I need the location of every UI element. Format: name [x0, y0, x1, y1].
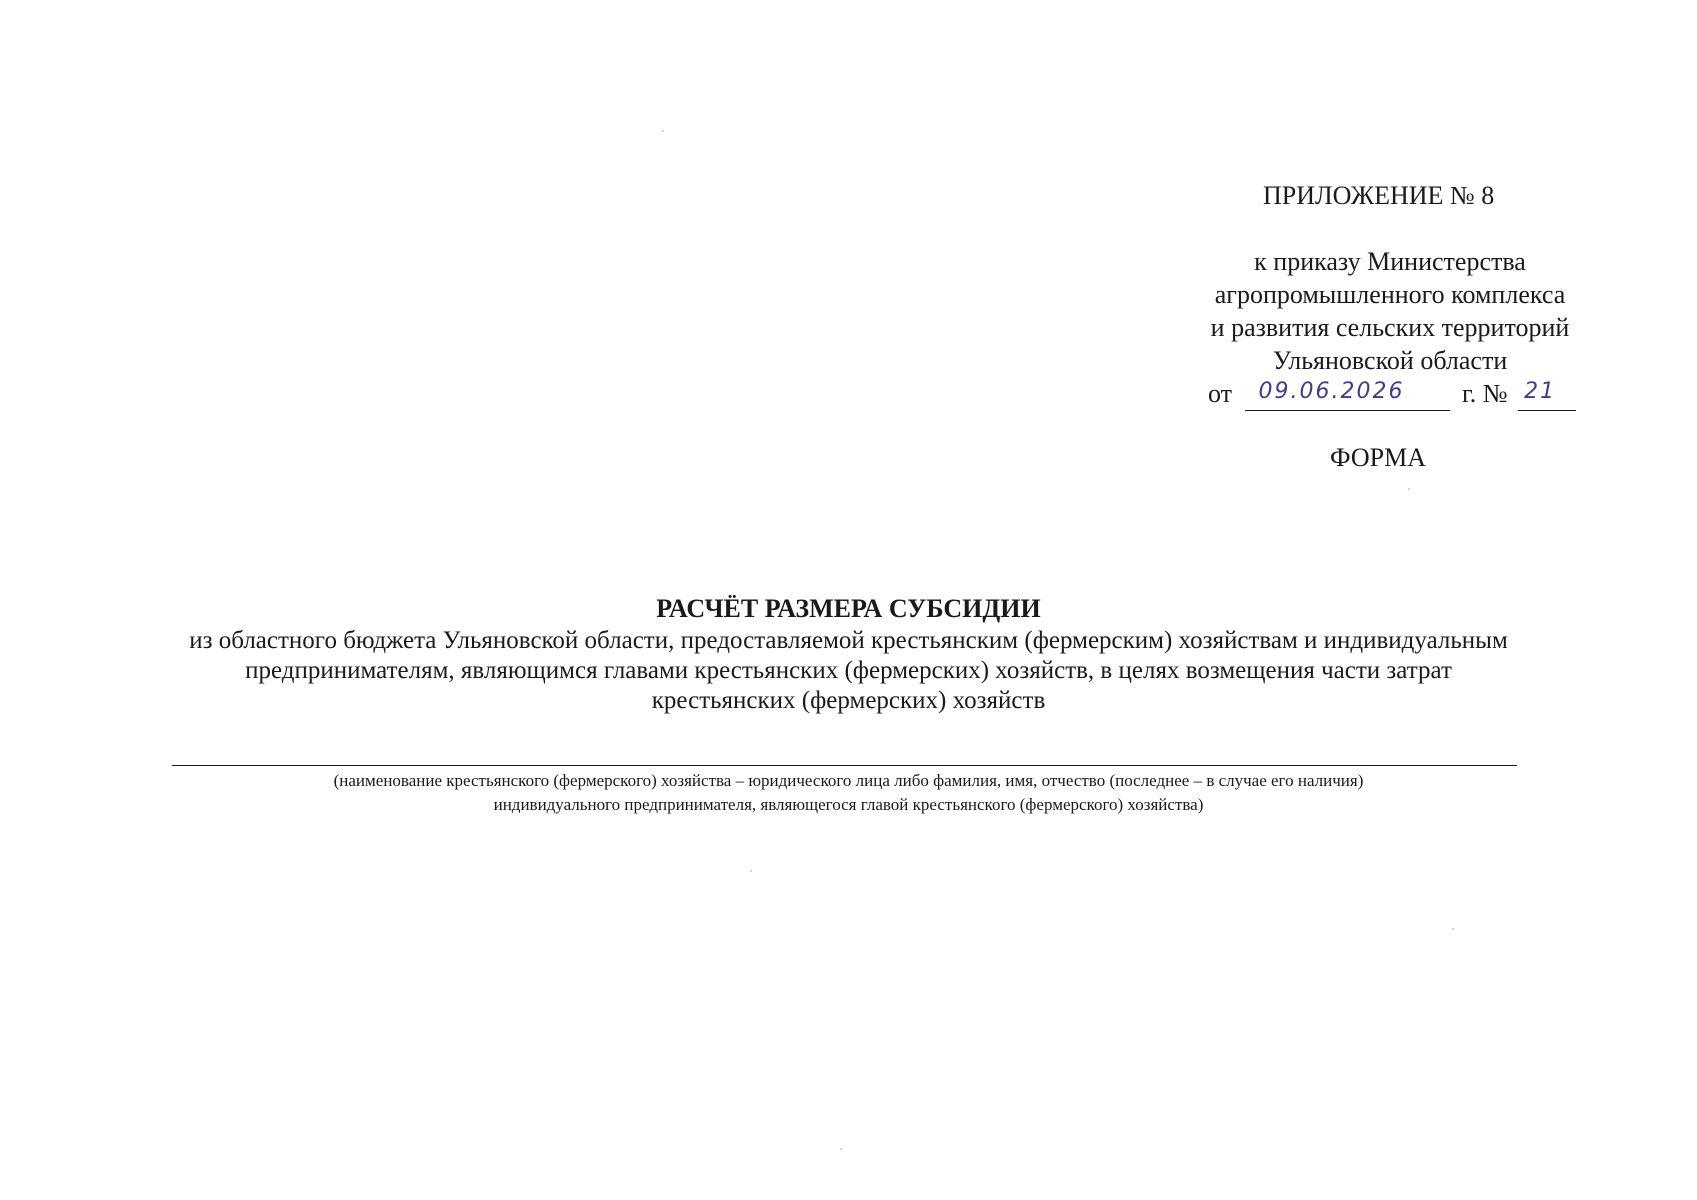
caption-line: индивидуального предпринимателя, являющегося главой крестьянского (фермерского) хозяйства) — [493, 795, 1204, 814]
date-prefix: от — [1208, 379, 1233, 408]
handwritten-date: 09.06.2026 — [1258, 379, 1405, 404]
order-line: агропромышленного комплекса — [1214, 280, 1566, 309]
order-line: к приказу Министерства — [1254, 247, 1526, 276]
order-line: и развития сельских территорий — [1210, 313, 1570, 342]
handwritten-number: 21 — [1524, 379, 1557, 404]
order-line: Ульяновской области — [1272, 346, 1508, 375]
scan-speck — [1408, 488, 1410, 490]
document-subtitle — [100, 626, 1597, 716]
order-date-line — [1208, 378, 1576, 411]
subtitle-line: предпринимателям, являющимся главами крестьянских (фермерских) хозяйств, в целях возмещения части затрат — [245, 657, 1452, 684]
caption-line: (наименование крестьянского (фермерского) хозяйства – юридического лица либо фамилия, имя, отчество (последнее – в случае его наличия) — [333, 771, 1364, 790]
order-reference — [1180, 245, 1600, 377]
scan-speck — [750, 870, 752, 872]
number-prefix: г. № — [1462, 379, 1508, 408]
appendix-title: ПРИЛОЖЕНИЕ № 8 — [1263, 181, 1495, 210]
form-label: ФОРМА — [1330, 443, 1426, 472]
scan-speck — [840, 1148, 842, 1150]
subtitle-line: крестьянских (фермерских) хозяйств — [651, 687, 1046, 714]
name-field-caption — [100, 769, 1597, 817]
document-title: РАСЧЁТ РАЗМЕРА СУБСИДИИ — [656, 594, 1041, 623]
date-field — [1245, 378, 1450, 411]
subtitle-line: из областного бюджета Ульяновской области, предоставляемой крестьянским (фермерским) хозяйствам и индивидуальным — [189, 627, 1508, 654]
name-fill-line — [172, 765, 1517, 766]
number-field — [1518, 378, 1576, 411]
scan-speck — [1452, 928, 1454, 930]
scan-speck — [662, 130, 664, 132]
